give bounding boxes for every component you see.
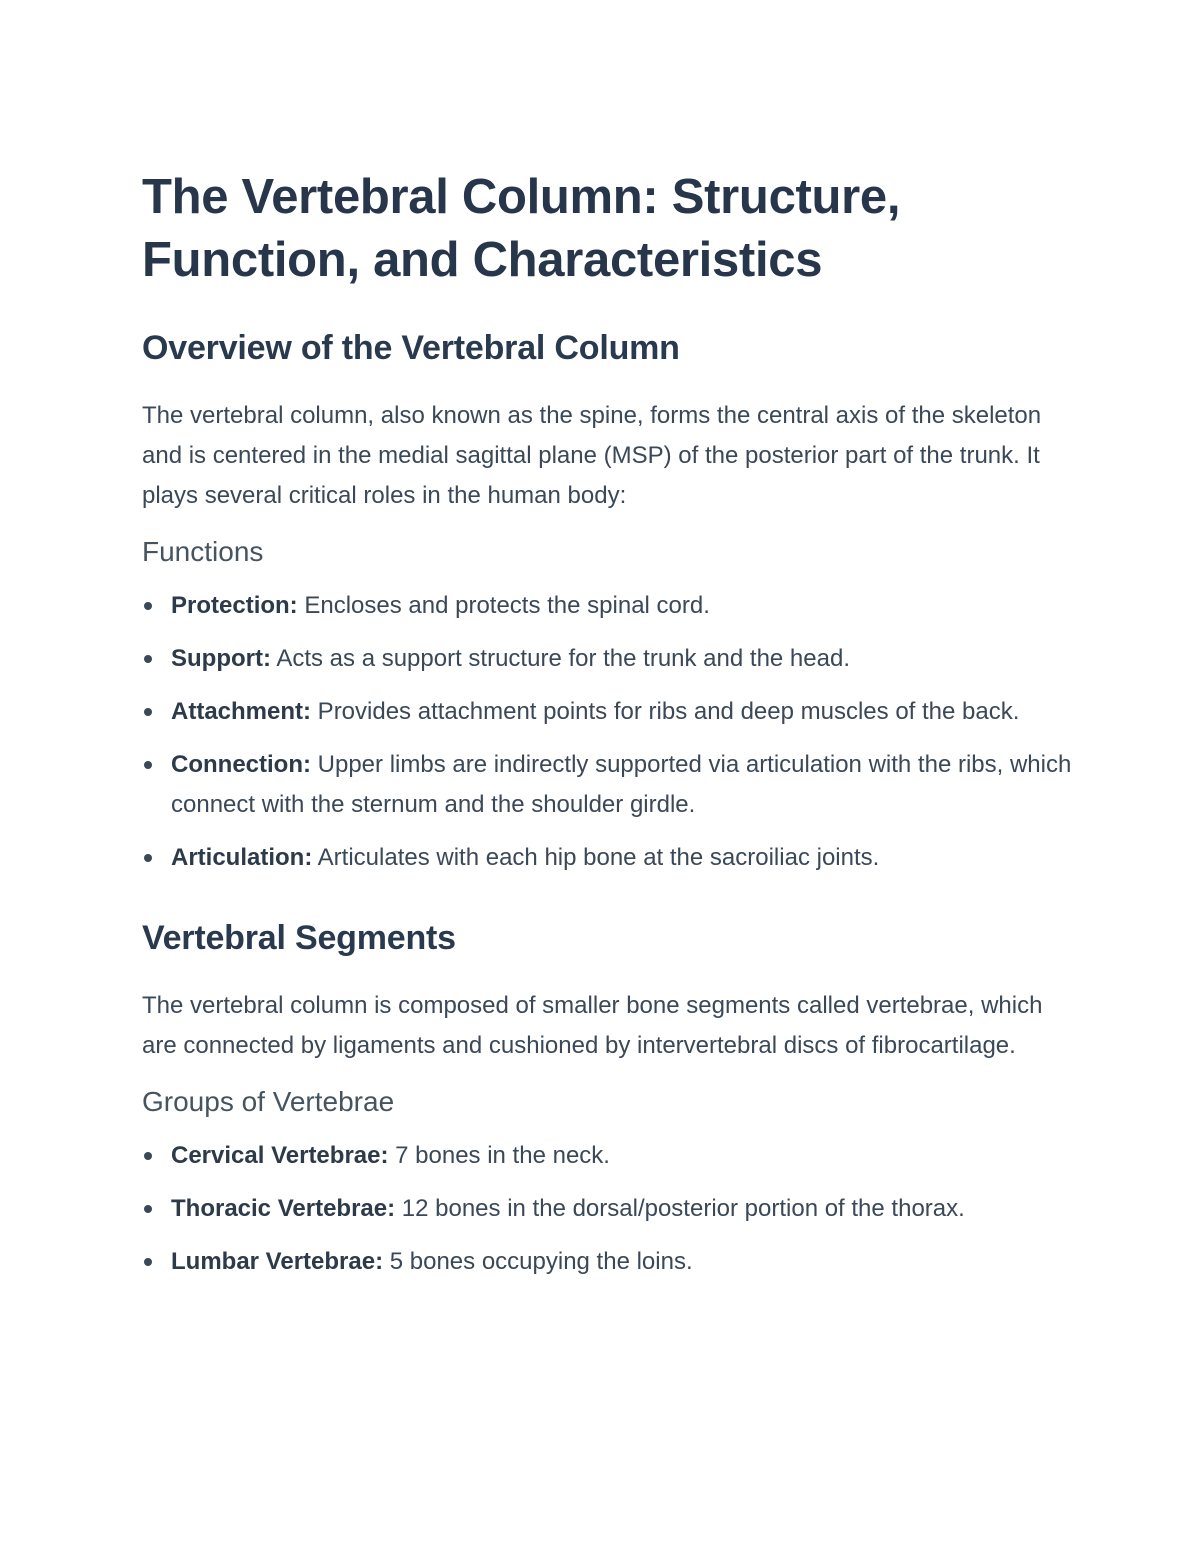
- list-item-text: Upper limbs are indirectly supported via articulation with the ribs, which connect with the sternum and the shoulder girdle.: [171, 751, 1072, 818]
- list-item-term: Lumbar Vertebrae:: [171, 1248, 384, 1275]
- functions-list: [142, 586, 1072, 878]
- bullet-icon: [144, 708, 152, 716]
- functions-subheading: Functions: [142, 536, 264, 567]
- list-item: [142, 692, 1072, 732]
- document-page: [142, 166, 1072, 1295]
- page-title: The Vertebral Column: Structure, Function, and Characteristics: [142, 170, 901, 287]
- bullet-icon: [144, 1205, 152, 1213]
- list-item: [142, 586, 1072, 626]
- list-item-term: Connection:: [171, 751, 311, 778]
- list-item-term: Protection:: [171, 592, 298, 619]
- bullet-icon: [144, 761, 152, 769]
- list-item-text: 12 bones in the dorsal/posterior portion of the thorax.: [395, 1195, 965, 1222]
- list-item-text: Acts as a support structure for the trunk and the head.: [270, 645, 850, 672]
- list-item-term: Cervical Vertebrae:: [171, 1142, 389, 1169]
- list-item-text: Articulates with each hip bone at the sacroiliac joints.: [312, 844, 880, 871]
- bullet-icon: [144, 655, 152, 663]
- section-heading-overview: Overview of the Vertebral Column: [142, 329, 680, 367]
- list-item-text: 7 bones in the neck.: [388, 1142, 610, 1169]
- groups-list: [142, 1136, 1072, 1282]
- list-item-term: Articulation:: [171, 844, 313, 871]
- section-heading-segments: Vertebral Segments: [142, 919, 456, 957]
- list-item-term: Thoracic Vertebrae:: [171, 1195, 396, 1222]
- bullet-icon: [144, 1258, 152, 1266]
- list-item: [142, 745, 1072, 825]
- groups-subheading: Groups of Vertebrae: [142, 1086, 395, 1117]
- list-item-term: Attachment:: [171, 698, 312, 725]
- list-item: [142, 1136, 1072, 1176]
- bullet-icon: [144, 854, 152, 862]
- list-item: [142, 639, 1072, 679]
- list-item: [142, 1189, 1072, 1229]
- list-item-text: 5 bones occupying the loins.: [383, 1248, 693, 1275]
- list-item-text: Provides attachment points for ribs and deep muscles of the back.: [311, 698, 1020, 725]
- list-item-text: Encloses and protects the spinal cord.: [297, 592, 710, 619]
- bullet-icon: [144, 602, 152, 610]
- list-item-term: Support:: [171, 645, 271, 672]
- bullet-icon: [144, 1152, 152, 1160]
- list-item: [142, 1242, 1072, 1282]
- segments-paragraph: The vertebral column is composed of smaller bone segments called vertebrae, which are connected by ligaments and cushioned by intervertebral discs of fibrocartilage.: [142, 992, 1043, 1059]
- list-item: [142, 838, 1072, 878]
- overview-paragraph: The vertebral column, also known as the spine, forms the central axis of the skeleton and is centered in the medial sagittal plane (MSP) of the posterior part of the trunk. It plays several critical roles in the human body:: [142, 402, 1042, 509]
